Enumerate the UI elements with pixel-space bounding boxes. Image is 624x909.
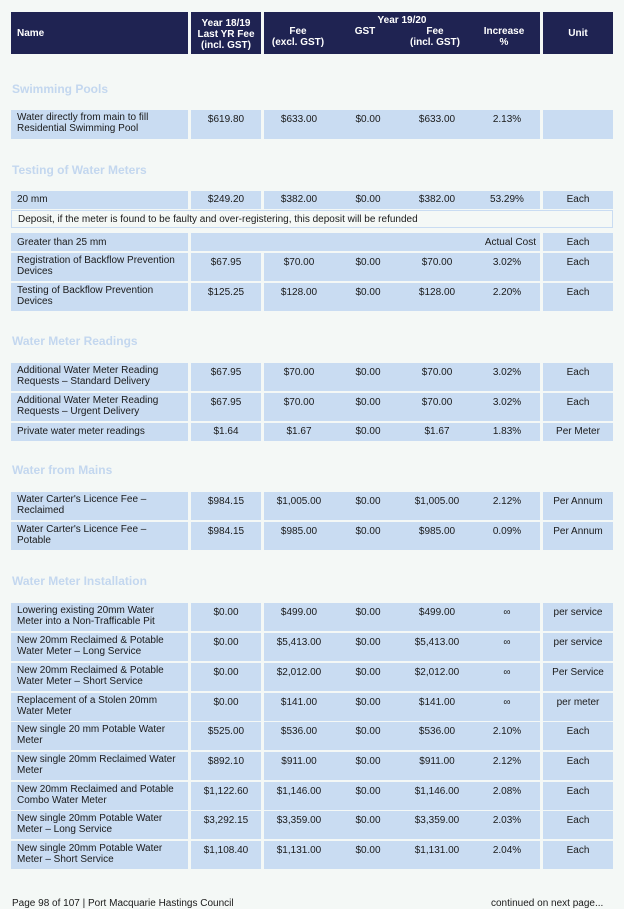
row-name-line: Requests – Standard Delivery xyxy=(17,376,150,387)
deposit-note xyxy=(11,210,613,228)
row-name xyxy=(11,722,188,750)
row-gst: $0.00 xyxy=(355,667,381,678)
header-fee-excl-1: Fee xyxy=(289,26,307,37)
row-fee: $536.00 xyxy=(280,726,318,737)
section-title-readings: Water Meter Readings xyxy=(12,334,138,348)
footer-continued: continued on next page... xyxy=(491,898,604,909)
deposit-note-text: Deposit, if the meter is found to be faulty and over-registering, this deposit will be refunded xyxy=(18,213,418,225)
row-name xyxy=(11,522,188,550)
row-name xyxy=(11,393,188,421)
row-name xyxy=(11,752,188,780)
row-fee: $70.00 xyxy=(283,257,315,268)
row-name xyxy=(11,423,188,441)
row-name-line: Private water meter readings xyxy=(17,426,145,437)
row-unit: Per Annum xyxy=(553,496,603,507)
row-last: $249.20 xyxy=(207,194,245,205)
row-unit: Each xyxy=(566,397,590,408)
row-name-line: Registration of Backflow Prevention xyxy=(17,255,175,266)
row-fee: $1,146.00 xyxy=(276,786,322,797)
row-name xyxy=(11,633,188,661)
row-unit: per service xyxy=(553,637,603,648)
row-gst: $0.00 xyxy=(355,257,381,268)
row-gst: $0.00 xyxy=(355,637,381,648)
header-name xyxy=(11,12,188,54)
row-gst: $0.00 xyxy=(355,697,381,708)
row-name xyxy=(11,283,188,311)
header-year xyxy=(264,15,540,26)
row-last: $525.00 xyxy=(207,726,245,737)
row-name xyxy=(11,110,188,139)
row-unit: Each xyxy=(566,367,590,378)
row-unit: Per Service xyxy=(552,667,604,678)
row-incl: $911.00 xyxy=(419,756,455,767)
header-unit-label: Unit xyxy=(568,27,588,39)
row-name xyxy=(11,782,188,810)
row-inc: ∞ xyxy=(503,667,511,678)
row-name-line: Water Meter – Long Service xyxy=(17,646,142,657)
row-incl: $3,359.00 xyxy=(414,815,460,826)
row-name-line: Combo Water Meter xyxy=(17,795,107,806)
row-last: $984.15 xyxy=(207,496,245,507)
row-unit: Each xyxy=(566,786,590,797)
row-unit: Each xyxy=(566,287,590,298)
row-name-line: Potable xyxy=(17,535,51,546)
row-last: $67.95 xyxy=(210,257,242,268)
row-name xyxy=(11,811,188,839)
row-name xyxy=(11,663,188,691)
section-title-mains: Water from Mains xyxy=(12,463,113,477)
row-fee: $70.00 xyxy=(283,367,315,378)
row-incl: $5,413.00 xyxy=(414,637,460,648)
row-name xyxy=(11,693,188,721)
row-inc: 2.10% xyxy=(492,726,522,737)
row-name-line: Water directly from main to fill xyxy=(17,112,149,123)
row-name-line: New single 20 mm Potable Water xyxy=(17,724,166,735)
row-name-text: Greater than 25 mm xyxy=(17,236,107,248)
header-increase-2: % xyxy=(499,37,509,48)
row-name-line: Meter xyxy=(17,765,43,776)
row-inc: 3.02% xyxy=(492,397,522,408)
row-unit: Each xyxy=(566,194,590,205)
row-gst: $0.00 xyxy=(355,367,381,378)
row-inc: 53.29% xyxy=(490,194,524,205)
row-unit xyxy=(543,233,613,251)
row-inc: ∞ xyxy=(503,697,511,708)
row-last: $0.00 xyxy=(213,697,239,708)
row-gst: $0.00 xyxy=(355,397,381,408)
row-last: $892.10 xyxy=(207,756,245,767)
row-last: $1,108.40 xyxy=(203,845,249,856)
row-fee: $499.00 xyxy=(280,607,318,618)
row-gst: $0.00 xyxy=(355,526,381,537)
row-gst: $0.00 xyxy=(355,496,381,507)
row-inc: 3.02% xyxy=(492,367,522,378)
row-fee: $1,131.00 xyxy=(276,845,322,856)
row-incl: $141.00 xyxy=(418,697,456,708)
row-last: $125.25 xyxy=(207,287,245,298)
actual-cost-text: Actual Cost xyxy=(484,236,536,248)
row-name-line: Meter xyxy=(17,735,43,746)
row-name-line: Reclaimed xyxy=(17,505,65,516)
header-fee-incl xyxy=(400,26,470,48)
row-name xyxy=(11,492,188,520)
row-name-line: Meter – Long Service xyxy=(17,824,113,835)
row-incl: $499.00 xyxy=(418,607,456,618)
row-inc: 2.04% xyxy=(492,845,522,856)
header-incl-gst: (incl. GST) xyxy=(201,40,251,51)
row-name-line: Additional Water Meter Reading xyxy=(17,395,159,406)
row-name-line: Devices xyxy=(17,266,53,277)
row-name xyxy=(11,191,188,209)
row-fee: $911.00 xyxy=(281,756,317,767)
header-last-year xyxy=(191,12,261,54)
row-fee: $5,413.00 xyxy=(276,637,322,648)
cell-bg xyxy=(543,110,613,139)
row-fee: $633.00 xyxy=(280,114,318,125)
row-incl: $70.00 xyxy=(421,367,453,378)
header-increase-1: Increase xyxy=(483,26,525,37)
row-last: $3,292.15 xyxy=(203,815,249,826)
row-fee: $128.00 xyxy=(280,287,318,298)
header-increase xyxy=(472,26,536,48)
row-unit: Per Meter xyxy=(556,426,600,437)
header-fee-excl xyxy=(264,26,332,48)
section-title-swimming: Swimming Pools xyxy=(12,82,109,96)
row-incl: $985.00 xyxy=(418,526,456,537)
row-name-line: 20 mm xyxy=(17,194,48,205)
row-unit: Each xyxy=(566,756,590,767)
row-inc: 2.12% xyxy=(492,496,522,507)
row-incl: $70.00 xyxy=(421,397,453,408)
header-gst xyxy=(340,26,390,37)
row-name xyxy=(11,363,188,391)
row-incl: $1,146.00 xyxy=(414,786,460,797)
row-unit: per service xyxy=(553,607,603,618)
row-fee: $985.00 xyxy=(280,526,318,537)
row-name-line: Replacement of a Stolen 20mm xyxy=(17,695,158,706)
row-last: $67.95 xyxy=(210,367,242,378)
row-inc: 2.03% xyxy=(492,815,522,826)
row-fee: $3,359.00 xyxy=(276,815,322,826)
row-inc: 0.09% xyxy=(492,526,522,537)
row-inc: 2.13% xyxy=(492,114,522,125)
row-last: $0.00 xyxy=(213,607,239,618)
row-last: $1,122.60 xyxy=(203,786,249,797)
header-year-group xyxy=(264,12,540,54)
row-incl: $382.00 xyxy=(418,194,456,205)
row-name xyxy=(11,603,188,631)
row-name-line: Water Carter's Licence Fee – xyxy=(17,524,147,535)
header-fee-incl-2: (incl. GST) xyxy=(410,37,460,48)
row-name xyxy=(11,253,188,281)
header-unit xyxy=(543,12,613,54)
row-inc: ∞ xyxy=(503,637,511,648)
header-prev-year: Year 18/19 xyxy=(201,18,251,29)
row-incl: $633.00 xyxy=(418,114,456,125)
row-last: $619.80 xyxy=(207,114,245,125)
row-name-line: Meter into a Non-Trafficable Pit xyxy=(17,616,155,627)
row-unit: per meter xyxy=(556,697,600,708)
row-name-line: New single 20mm Potable Water xyxy=(17,813,163,824)
header-name-label: Name xyxy=(17,27,45,39)
row-inc: 1.83% xyxy=(492,426,522,437)
actual-cost-cell xyxy=(191,233,540,251)
row-incl: $536.00 xyxy=(418,726,456,737)
row-incl: $1.67 xyxy=(424,426,450,437)
row-fee: $141.00 xyxy=(280,697,318,708)
row-fee: $1,005.00 xyxy=(276,496,322,507)
row-fee: $1.67 xyxy=(286,426,312,437)
section-title-testing: Testing of Water Meters xyxy=(12,163,147,177)
row-gst: $0.00 xyxy=(355,756,381,767)
row-unit: Each xyxy=(566,815,590,826)
row-name-line: Additional Water Meter Reading xyxy=(17,365,159,376)
row-inc: ∞ xyxy=(503,607,511,618)
row-last: $1.64 xyxy=(213,426,239,437)
row-name-line: New 20mm Reclaimed and Potable xyxy=(17,784,174,795)
row-incl: $1,131.00 xyxy=(414,845,460,856)
row-fee: $2,012.00 xyxy=(276,667,322,678)
row-incl: $1,005.00 xyxy=(414,496,460,507)
header-gst-label: GST xyxy=(354,26,376,37)
row-last: $0.00 xyxy=(213,667,239,678)
row-name-line: Devices xyxy=(17,296,53,307)
row-name xyxy=(11,233,188,251)
row-name-line: Water Meter xyxy=(17,706,72,717)
row-incl: $70.00 xyxy=(421,257,453,268)
header-fee-excl-2: (excl. GST) xyxy=(271,37,325,48)
row-incl: $128.00 xyxy=(418,287,456,298)
row-name-line: New 20mm Reclaimed & Potable xyxy=(17,665,164,676)
row-unit: Each xyxy=(566,726,590,737)
row-fee: $70.00 xyxy=(283,397,315,408)
row-name-line: New 20mm Reclaimed & Potable xyxy=(17,635,164,646)
row-unit: Each xyxy=(566,845,590,856)
row-name-line: Requests – Urgent Delivery xyxy=(17,406,140,417)
row-gst: $0.00 xyxy=(355,287,381,298)
header-year-label: Year 19/20 xyxy=(377,15,427,26)
row-name-line: New single 20mm Reclaimed Water xyxy=(17,754,176,765)
row-name xyxy=(11,841,188,869)
row-name-line: Water Carter's Licence Fee – xyxy=(17,494,147,505)
row-name-line: Water Meter – Short Service xyxy=(17,676,143,687)
row-last: $984.15 xyxy=(207,526,245,537)
row-gst: $0.00 xyxy=(355,726,381,737)
row-fee: $382.00 xyxy=(280,194,318,205)
row-gst: $0.00 xyxy=(355,786,381,797)
row-gst: $0.00 xyxy=(355,607,381,618)
row-gst: $0.00 xyxy=(355,426,381,437)
row-last: $67.95 xyxy=(210,397,242,408)
row-unit-text: Each xyxy=(566,236,590,248)
row-gst: $0.00 xyxy=(355,815,381,826)
header-fee-incl-1: Fee xyxy=(426,26,444,37)
row-inc: 2.12% xyxy=(492,756,522,767)
section-title-installation: Water Meter Installation xyxy=(12,574,147,588)
row-name-line: Testing of Backflow Prevention xyxy=(17,285,154,296)
row-last: $0.00 xyxy=(213,637,239,648)
row-inc: 2.08% xyxy=(492,786,522,797)
row-gst: $0.00 xyxy=(355,114,381,125)
row-incl: $2,012.00 xyxy=(414,667,460,678)
row-inc: 3.02% xyxy=(492,257,522,268)
header-last-yr-fee: Last YR Fee xyxy=(197,29,255,40)
row-unit: Each xyxy=(566,257,590,268)
row-unit: Per Annum xyxy=(553,526,603,537)
row-gst: $0.00 xyxy=(355,194,381,205)
row-gst: $0.00 xyxy=(355,845,381,856)
row-name-line: New single 20mm Potable Water xyxy=(17,843,163,854)
row-name-line: Residential Swimming Pool xyxy=(17,123,139,134)
row-name-line: Meter – Short Service xyxy=(17,854,114,865)
row-name-line: Lowering existing 20mm Water xyxy=(17,605,154,616)
row-inc: 2.20% xyxy=(492,287,522,298)
footer-page: Page 98 of 107 | Port Macquarie Hastings Council xyxy=(12,898,234,909)
